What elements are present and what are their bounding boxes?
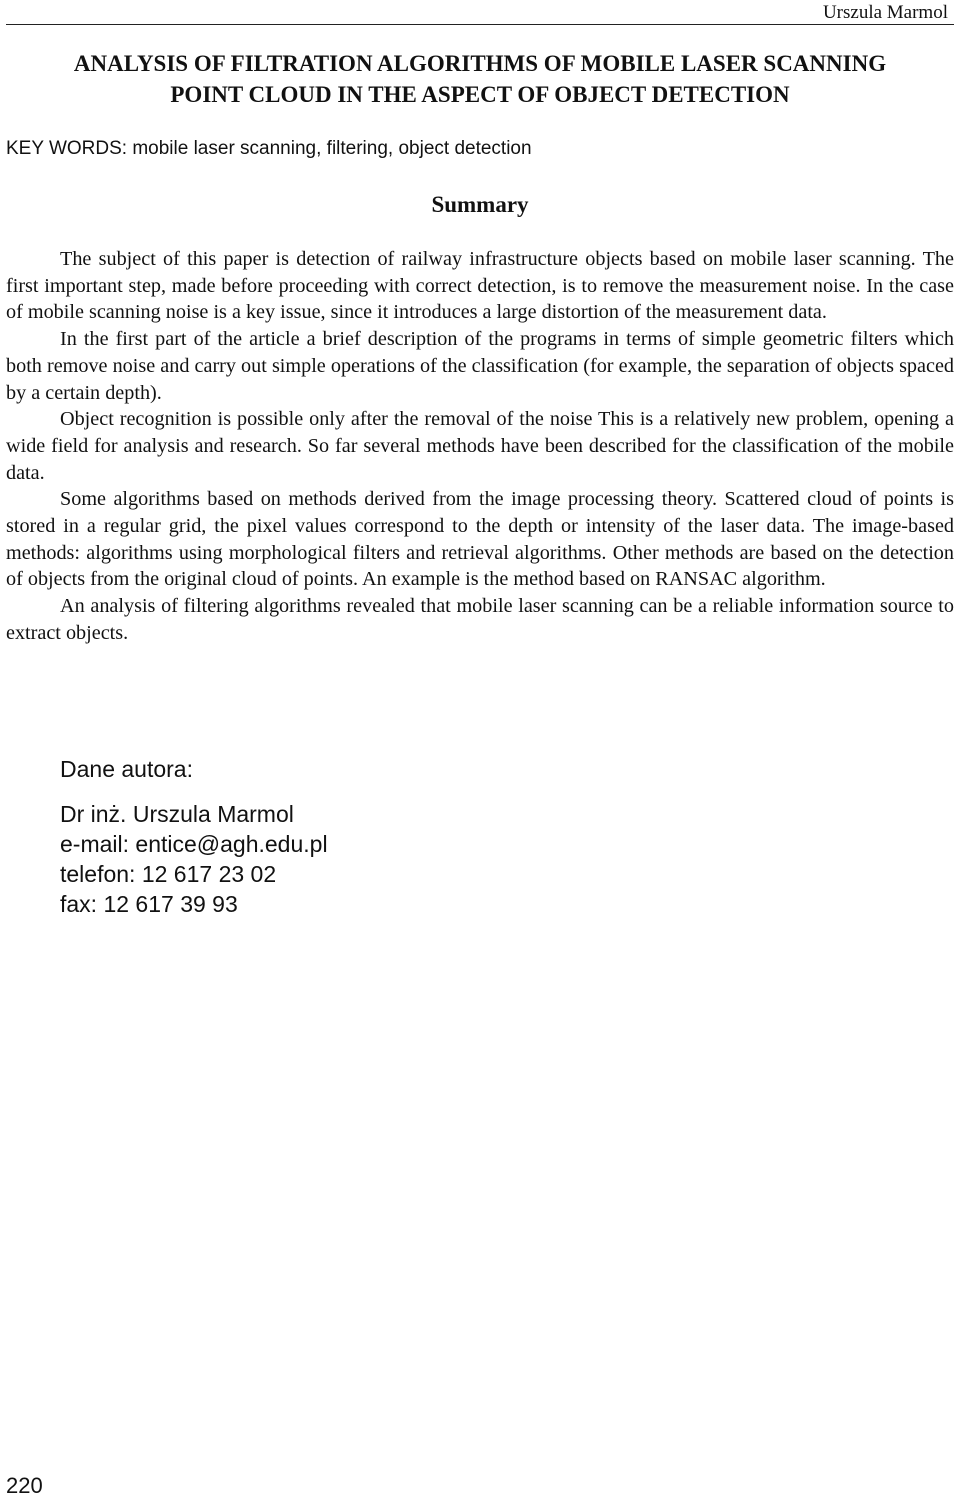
author-name: Dr inż. Urszula Marmol [60, 801, 294, 827]
author-email: e-mail: entice@agh.edu.pl [60, 831, 328, 857]
title-line-2: POINT CLOUD IN THE ASPECT OF OBJECT DETECTION [170, 82, 790, 107]
running-header-author: Urszula Marmol [822, 2, 948, 23]
summary-paragraph: The subject of this paper is detection of railway infrastructure objects based on mobile laser scanning. The first important step, made before proceeding with correct detection, is to remove the measurement noise. In the case of mobile scanning noise is a key issue, since it introduces a large distortion of the measurement data. [6, 248, 954, 324]
page-number: 220 [6, 1473, 43, 1498]
author-phone: telefon: 12 617 23 02 [60, 861, 277, 887]
author-fax: fax: 12 617 39 93 [60, 891, 238, 917]
summary-paragraph: In the first part of the article a brief description of the programs in terms of simple geometric filters which both remove noise and carry out simple operations of the classification (for example, the separation of objects spaced by a certain depth). [6, 328, 954, 404]
summary-heading: Summary [431, 192, 529, 217]
paper-title [0, 48, 960, 110]
keywords: KEY WORDS: mobile laser scanning, filtering, object detection [6, 138, 532, 159]
summary-paragraph: Object recognition is possible only after the removal of the noise This is a relatively new problem, opening a wide field for analysis and research. So far several methods have been described for the classification of the mobile data. [6, 408, 954, 484]
title-line-1: ANALYSIS OF FILTRATION ALGORITHMS OF MOBILE LASER SCANNING [73, 51, 887, 76]
author-info-heading: Dane autora: [60, 756, 193, 782]
author-info [60, 756, 328, 919]
summary-body [6, 246, 954, 647]
summary-paragraph: Some algorithms based on methods derived from the image processing theory. Scattered cloud of points is stored in a regular grid, the pixel values correspond to the depth or intensity of the laser data. The image-based methods: algorithms using morphological filters and retrieval algorithms. Other methods are based on the detection of objects from the original cloud of points. An example is the method based on RANSAC algorithm. [6, 488, 954, 591]
summary-paragraph: An analysis of filtering algorithms revealed that mobile laser scanning can be a reliable information source to extract objects. [6, 595, 954, 644]
header-rule [6, 24, 954, 25]
